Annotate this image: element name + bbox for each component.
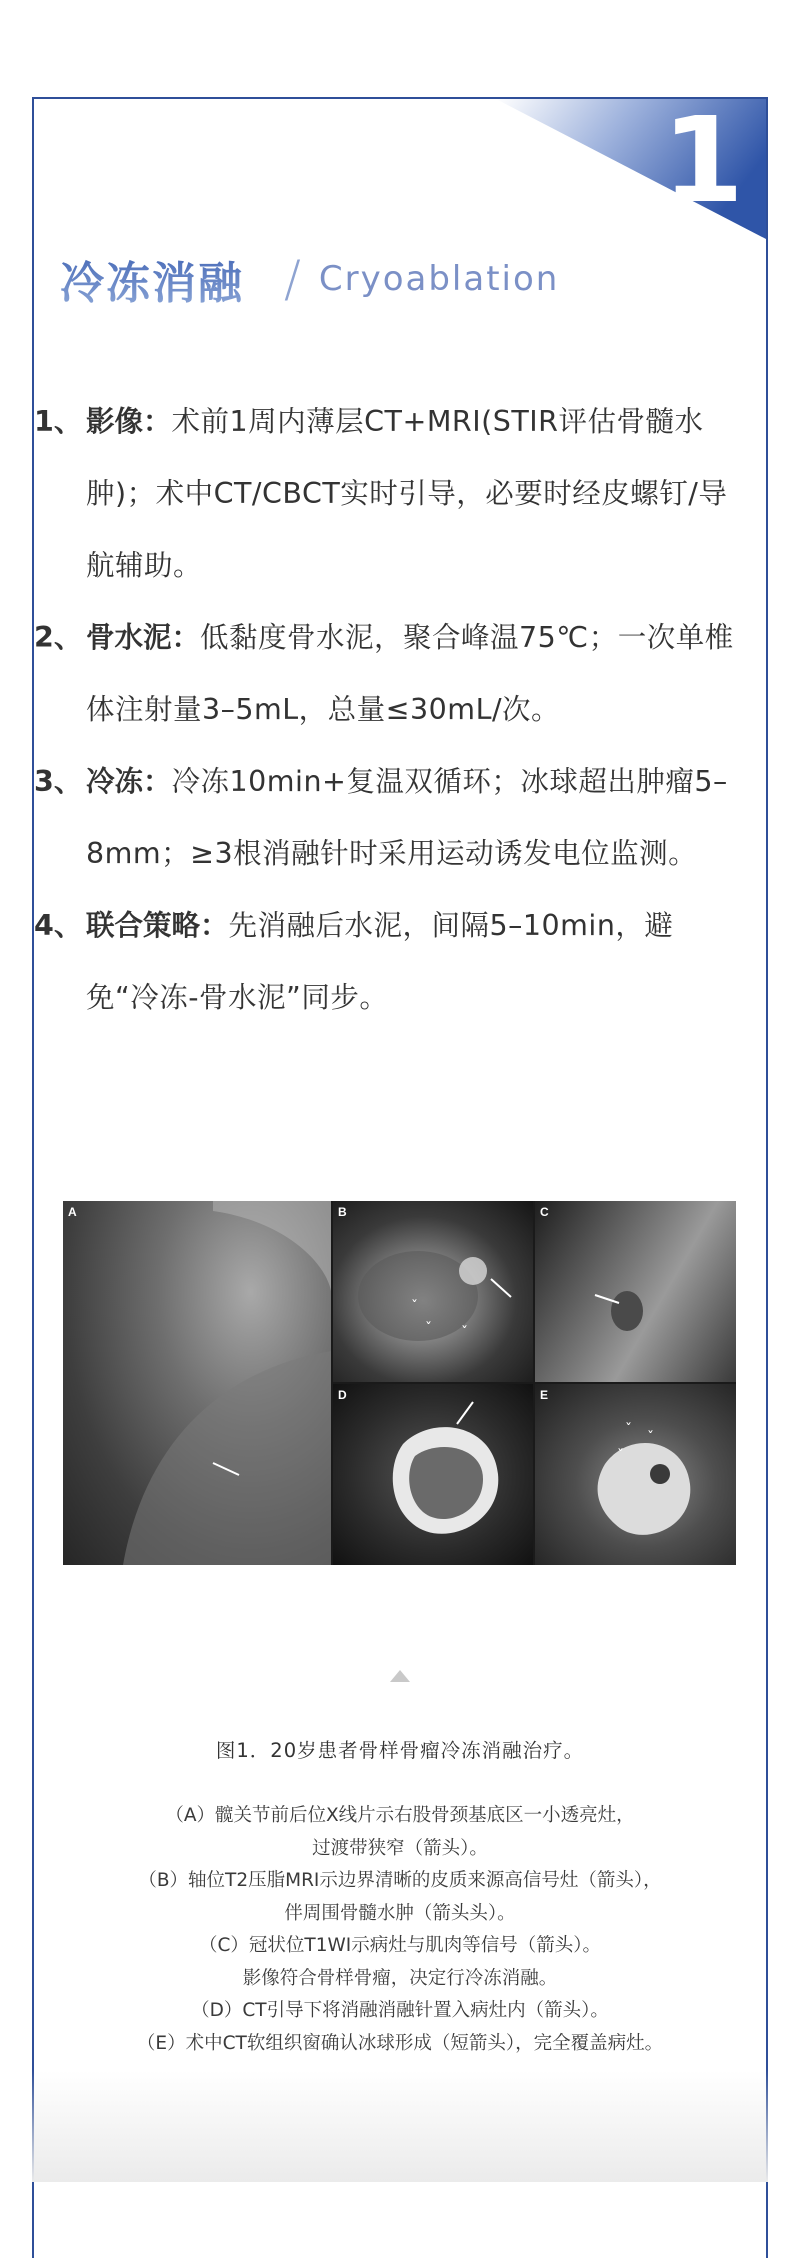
caption-pointer-icon (390, 1670, 410, 1682)
item-text: 低黏度骨水泥，聚合峰温75℃；一次单椎体注射量3–5mL，总量≤30mL/次。 (86, 621, 734, 726)
svg-text:ˇ: ˇ (425, 1321, 432, 1337)
figure-panel-c (535, 1201, 736, 1382)
figure-panel-d (333, 1384, 533, 1565)
figure-caption (0, 1800, 800, 2060)
list-item-imaging (34, 386, 734, 602)
caption-line: （A）髋关节前后位X线片示右股骨颈基底区一小透亮灶， (165, 1805, 635, 1826)
xray-drawing (63, 1201, 331, 1565)
item-text: 术前1周内薄层CT+MRI(STIR评估骨髓水肿)；术中CT/CBCT实时引导，必要时经皮螺钉/导航辅助。 (86, 405, 728, 582)
caption-line: （C）冠状位T1WI示病灶与肌肉等信号（箭头）。 (199, 1935, 601, 1956)
item-number: 3、 (34, 765, 83, 798)
item-heading: 联合策略： (86, 909, 229, 942)
caption-line: 伴周围骨髓水肿（箭头头）。 (284, 1902, 516, 1924)
bottom-strip (34, 2182, 766, 2258)
item-text: 先消融后水泥，间隔5–10min，避免“冷冻-骨水泥”同步。 (86, 909, 674, 1014)
guideline-list (34, 386, 734, 1034)
section-title-cn: 冷冻消融 (60, 247, 244, 311)
panel-label: E (540, 1388, 549, 1402)
caption-line: 过渡带狭窄（箭头）。 (312, 1837, 488, 1859)
panel-label: D (338, 1388, 347, 1402)
figure-panel-b (333, 1201, 533, 1382)
section-title-en: Cryoablation (318, 259, 560, 299)
figure-panel-a (63, 1201, 331, 1565)
svg-text:ˇ: ˇ (625, 1422, 632, 1438)
title-separator: / (284, 250, 301, 308)
ct-soft-drawing (535, 1384, 736, 1565)
mri-drawing (333, 1201, 533, 1382)
panel-label: A (68, 1205, 77, 1219)
panel-label: B (338, 1205, 347, 1219)
item-number: 4、 (34, 909, 83, 942)
bottom-fade (32, 2070, 768, 2182)
item-number: 1、 (34, 405, 83, 438)
figure-panel-e (535, 1384, 736, 1565)
section-number: 1 (661, 97, 744, 229)
item-text: 冷冻10min+复温双循环；冰球超出肿瘤5–8mm；≥3根消融针时采用运动诱发电位监测。 (86, 765, 728, 870)
panel-label: C (540, 1205, 549, 1219)
list-item-bone-cement (34, 602, 734, 746)
medical-image-figure (63, 1201, 736, 1565)
list-item-combined-strategy (34, 890, 734, 1034)
figure-caption-title: 图1．20岁患者骨样骨瘤冷冻消融治疗。 (215, 1739, 585, 1762)
svg-text:ˇ: ˇ (617, 1448, 624, 1464)
caption-line: （D）CT引导下将消融消融针置入病灶内（箭头）。 (191, 2000, 609, 2021)
svg-text:ˇ: ˇ (647, 1430, 654, 1446)
caption-line: （E）术中CT软组织窗确认冰球形成（短箭头），完全覆盖病灶。 (136, 2032, 664, 2054)
item-heading: 骨水泥： (86, 621, 201, 654)
item-heading: 影像： (86, 405, 172, 438)
ct-drawing (333, 1384, 533, 1565)
caption-line: 影像符合骨样骨瘤，决定行冷冻消融。 (242, 1967, 558, 1989)
svg-text:ˇ: ˇ (411, 1299, 418, 1315)
caption-line: （B）轴位T2压脂MRI示边界清晰的皮质来源高信号灶（箭头）， (138, 1870, 662, 1891)
list-item-cryo (34, 746, 734, 890)
item-number: 2、 (34, 621, 83, 654)
item-heading: 冷冻： (86, 765, 172, 798)
svg-text:ˇ: ˇ (461, 1325, 468, 1341)
t1-drawing (535, 1201, 736, 1382)
section-heading (60, 239, 559, 319)
